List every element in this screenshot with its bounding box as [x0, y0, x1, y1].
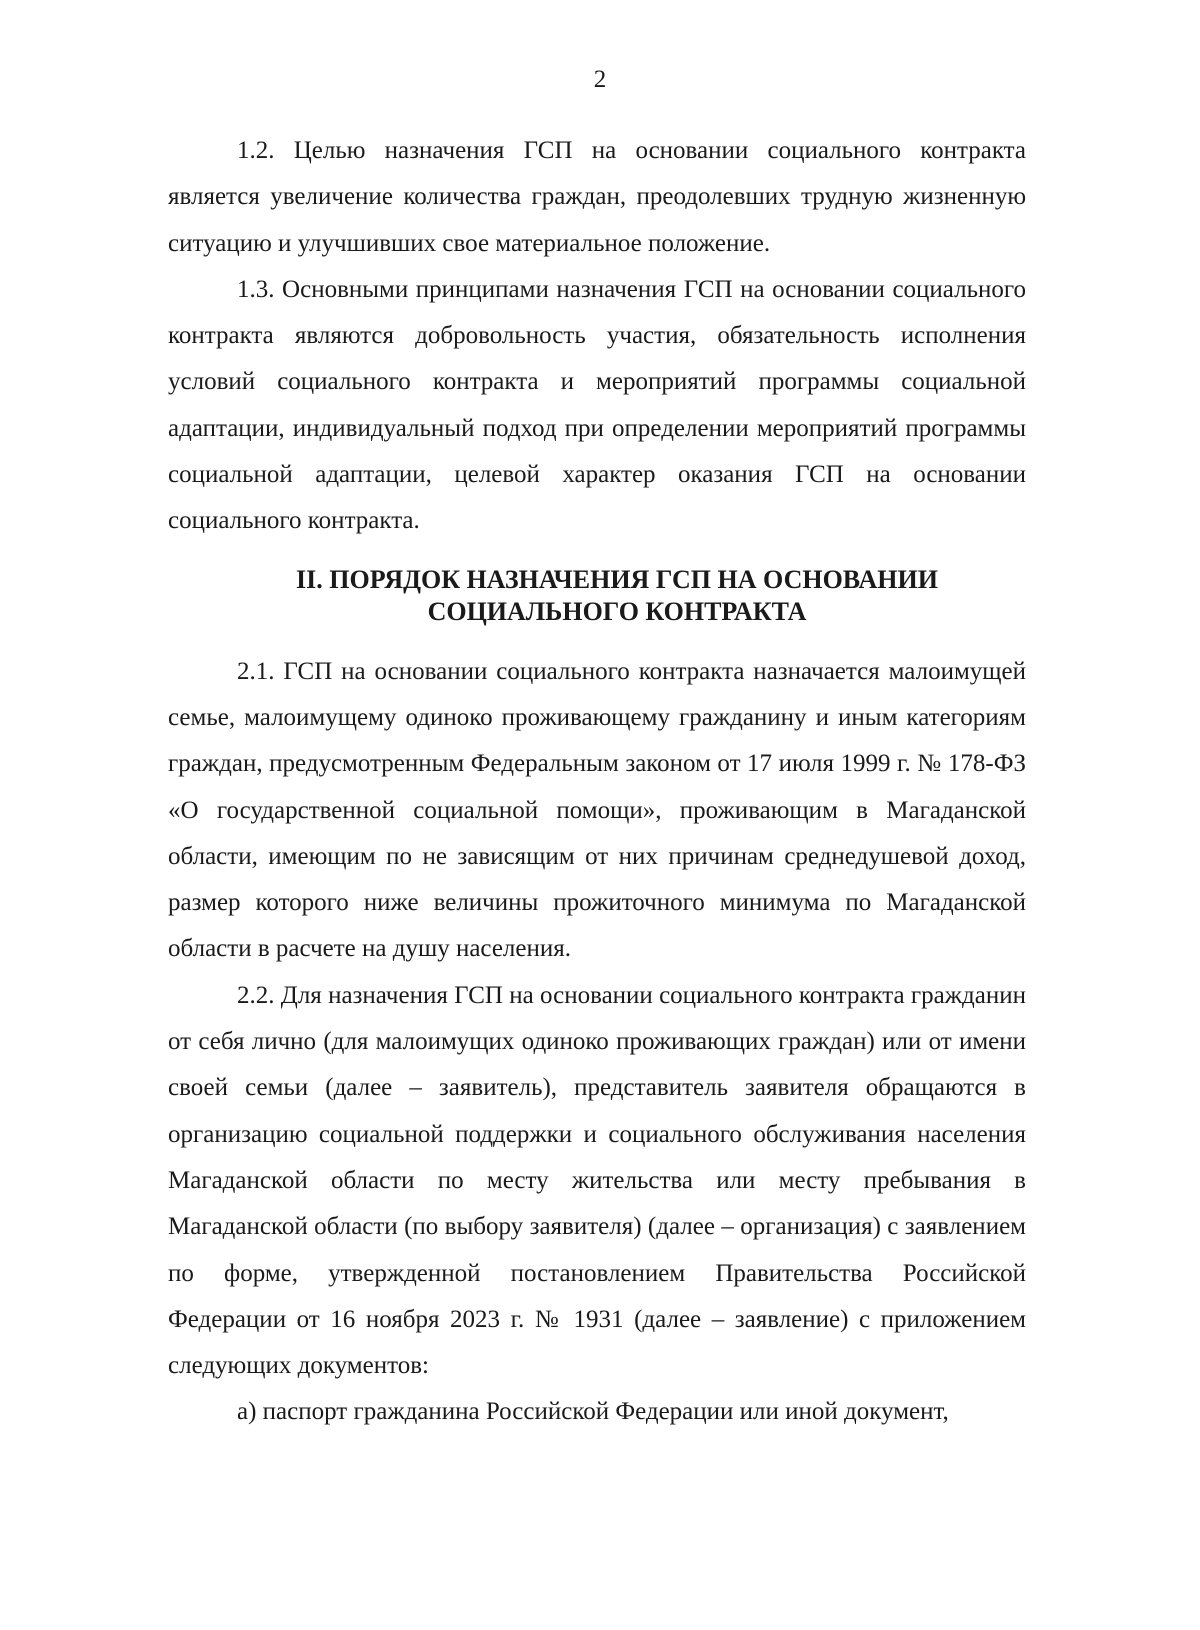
section-heading [168, 564, 1026, 628]
paragraph-1-3: 1.3. Основными принципами назначения ГСП на основании социального контракта являются добровольность участия, обязательность исполнения условий социального контракта и мероприятий программы социальной адаптации, индивидуальный подход при определении мероприятий программы социальной адаптации, целевой характер оказания ГСП на основании социального контракта. [168, 275, 1026, 535]
section-heading-line-1: II. ПОРЯДОК НАЗНАЧЕНИЯ ГСП НА ОСНОВАНИИ [296, 564, 938, 594]
page-number: 2 [593, 66, 607, 93]
paragraph-2-1: 2.1. ГСП на основании социального контракта назначается малоимущей семье, малоимущему одиноко проживающему гражданину и иным категориям граждан, предусмотренным Федеральным законом от 17 июля 1999 г. № 178-ФЗ «О государственной социальной помощи», проживающим в Магаданской области, имеющим по не зависящим от них причинам среднедушевой доход, размер которого ниже величины прожиточного минимума по Магаданской области в расчете на душу населения. [168, 657, 1026, 963]
section-heading-line-2: СОЦИАЛЬНОГО КОНТРАКТА [427, 596, 807, 626]
paragraph-list-item-a: а) паспорт гражданина Российской Федерации или иной документ, [237, 1398, 949, 1426]
document-body [168, 128, 1026, 1436]
paragraph-1-2: 1.2. Целью назначения ГСП на основании социального контракта является увеличение количества граждан, преодолевших трудную жизненную ситуацию и улучшивших свое материальное положение. [168, 137, 1026, 257]
paragraph-2-2: 2.2. Для назначения ГСП на основании социального контракта гражданин от себя лично (для малоимущих одиноко проживающих граждан) или от имени своей семьи (далее – заявитель), представитель заявителя обращаются в организацию социальной поддержки и социального обслуживания населения Магаданской области по месту жительства или месту пребывания в Магаданской области (по выбору заявителя) (далее – организация) с заявлением по форме, утвержденной постановлением Правительства Российской Федерации от 16 ноября 2023 г. № 1931 (далее – заявление) с приложением следующих документов: [168, 981, 1026, 1380]
